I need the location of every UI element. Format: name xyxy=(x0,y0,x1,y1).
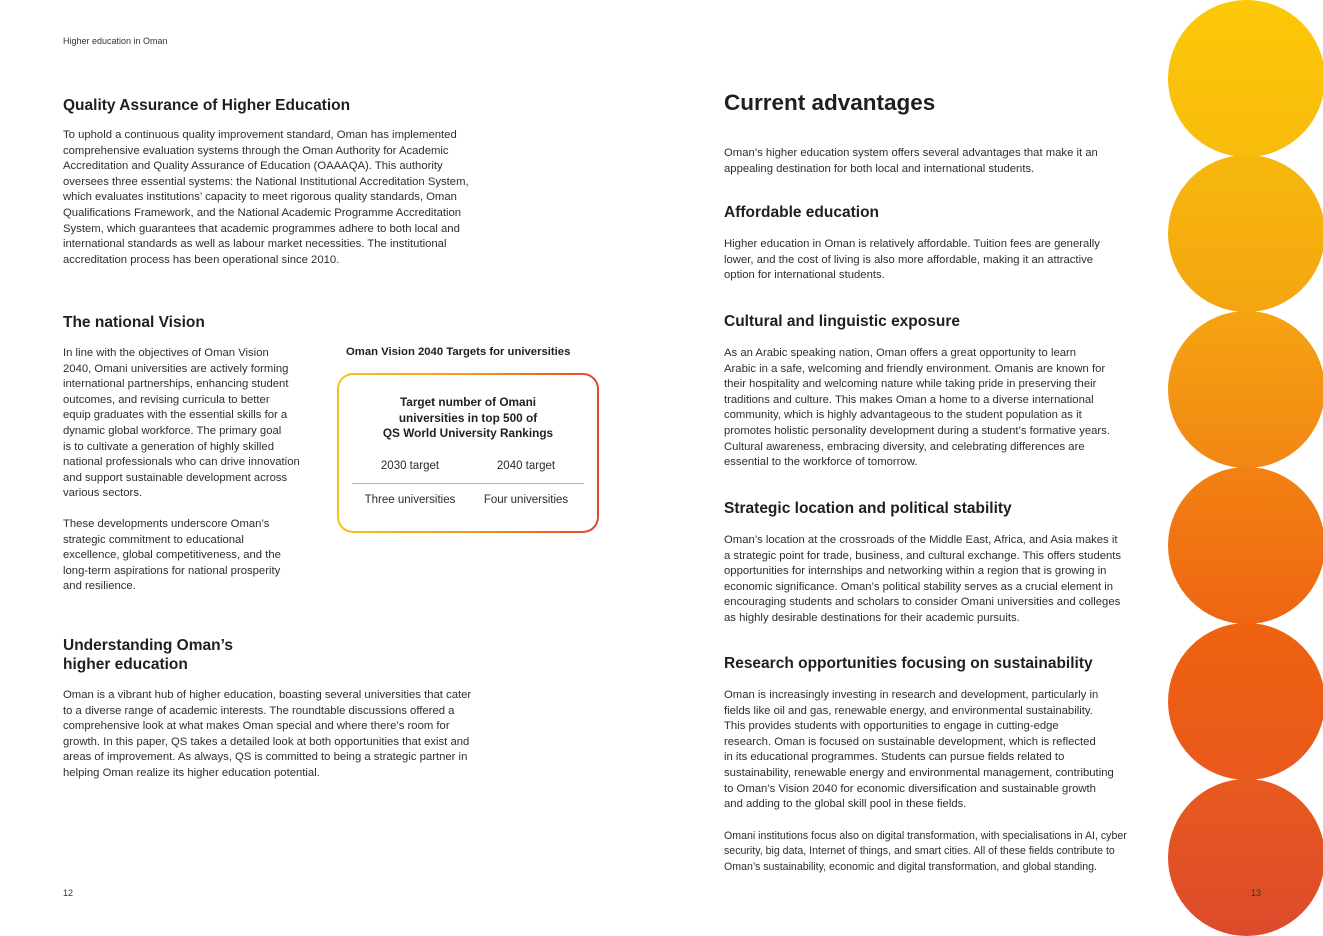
column-2040: 2040 target xyxy=(496,460,556,472)
research-paragraph: Oman is increasingly investing in research and development, particularly in fields like oil and gas, renewable energy, and environmental sustainability. This provides students with opportunities to engage in cutting-edge research. Oman is focused on sustainable development, which is reflected in its educational programmes. Students can pursue fields related to sustainability, renewable energy and environmental management, contributing to Oman’s Vision 2040 for economic diversification and sustainable growth and adding to the global skill pool in these fields. xyxy=(724,689,1114,811)
targets-divider xyxy=(352,483,584,484)
research-heading: Research opportunities focusing on sustainability xyxy=(724,655,1093,672)
targets-heading: Target number of Omani universities in top 500 of QS World University Rankings xyxy=(382,395,554,441)
targets-title: Oman Vision 2040 Targets for universities xyxy=(346,346,571,358)
strategic-heading: Strategic location and political stability xyxy=(724,500,1012,517)
vision-paragraph-1: In line with the objectives of Oman Vision 2040, Omani universities are actively forming international partnerships, enhancing student outcomes, and revising curricula to better equip graduates with the essential skills for a dynamic global workforce. The primary goal is to cultivate a generation of highly skilled national professionals who can drive innovation and support sustainable development across various sectors. xyxy=(63,347,300,500)
cultural-paragraph: As an Arabic speaking nation, Oman offers a great opportunity to learn Arabic in a safe, welcoming and friendly environment. Omanis are known for their hospitality and welcoming nature while taking pride in preserving their traditions and culture. This makes Oman a home to a diverse international community, which is highly advantageous to the student population as it promotes holistic personality development during a student’s formative years. Cultural awareness, embracing diversity, and celebrating differences are essential to the workforce of tomorrow. xyxy=(724,347,1110,469)
decorative-circle xyxy=(1168,311,1323,468)
value-2030: Three universities xyxy=(364,494,456,506)
decorative-circle xyxy=(1168,467,1323,624)
page-title: Current advantages xyxy=(724,90,936,115)
decorative-circle xyxy=(1168,779,1323,936)
quality-paragraph: To uphold a continuous quality improvement standard, Oman has implemented comprehensive evaluation systems through the Oman Authority for Academic Accreditation and Quality Assurance of Education (OAAAQA). This authority oversees three essential systems: the National Institutional Accreditation System, which evaluates institutions’ capacity to meet rigorous quality standards, Oman Qualifications Framework, and the National Academic Programme Accreditation System, which guarantees that academic programmes adhere to both local and international standards as well as labour market necessities. The institutional accreditation process has been operational since 2010. xyxy=(63,129,469,266)
targets-table xyxy=(337,373,599,533)
quality-heading: Quality Assurance of Higher Education xyxy=(63,97,351,114)
affordable-paragraph: Higher education in Oman is relatively affordable. Tuition fees are generally lower, and the cost of living is also more affordable, making it an attractive option for international students. xyxy=(724,238,1100,282)
vision-heading: The national Vision xyxy=(63,314,205,331)
cultural-heading: Cultural and linguistic exposure xyxy=(724,313,960,330)
understanding-heading: Understanding Oman’s higher education xyxy=(63,637,233,673)
decorative-circle xyxy=(1168,155,1323,312)
understanding-paragraph: Oman is a vibrant hub of higher education, boasting several universities that cater to a diverse range of academic interests. The roundtable discussions offered a comprehensive look at what makes Oman special and where there’s room for growth. In this paper, QS takes a detailed look at both opportunities that exist and areas of improvement. As always, QS is committed to being a strategic partner in helping Oman realize its higher education potential. xyxy=(63,689,472,779)
value-2040: Four universities xyxy=(483,494,569,506)
decorative-circle xyxy=(1168,623,1323,780)
page-number-left: 12 xyxy=(63,888,74,898)
targets-header-row xyxy=(352,460,584,472)
strategic-paragraph: Oman’s location at the crossroads of the Middle East, Africa, and Asia makes it a strategic point for trade, business, and cultural exchange. This offers students opportunities for internships and networking within a region that is growing in economic significance. Oman’s political stability serves as a crucial element in encouraging students and scholars to consider Omani universities and colleges as highly desirable destinations for their academic pursuits. xyxy=(724,534,1122,624)
page-number-right: 13 xyxy=(1251,888,1262,898)
targets-value-row xyxy=(352,494,584,506)
intro-paragraph: Oman’s higher education system offers several advantages that make it an appealing destination for both local and international students. xyxy=(724,147,1098,175)
column-2030: 2030 target xyxy=(380,460,440,472)
running-head: Higher education in Oman xyxy=(63,36,168,46)
affordable-heading: Affordable education xyxy=(724,204,880,221)
decorative-circle xyxy=(1168,0,1323,157)
vision-paragraph-2: These developments underscore Oman’s strategic commitment to educational excellence, global competitiveness, and the long-term aspirations for national prosperity and resilience. xyxy=(63,518,281,593)
research-footnote-paragraph: Omani institutions focus also on digital transformation, with specialisations in AI, cyber security, big data, Internet of things, and smart cities. All of these fields contribute to Oman’s sustainability, economic and digital transformation, and global standing. xyxy=(724,830,1127,873)
